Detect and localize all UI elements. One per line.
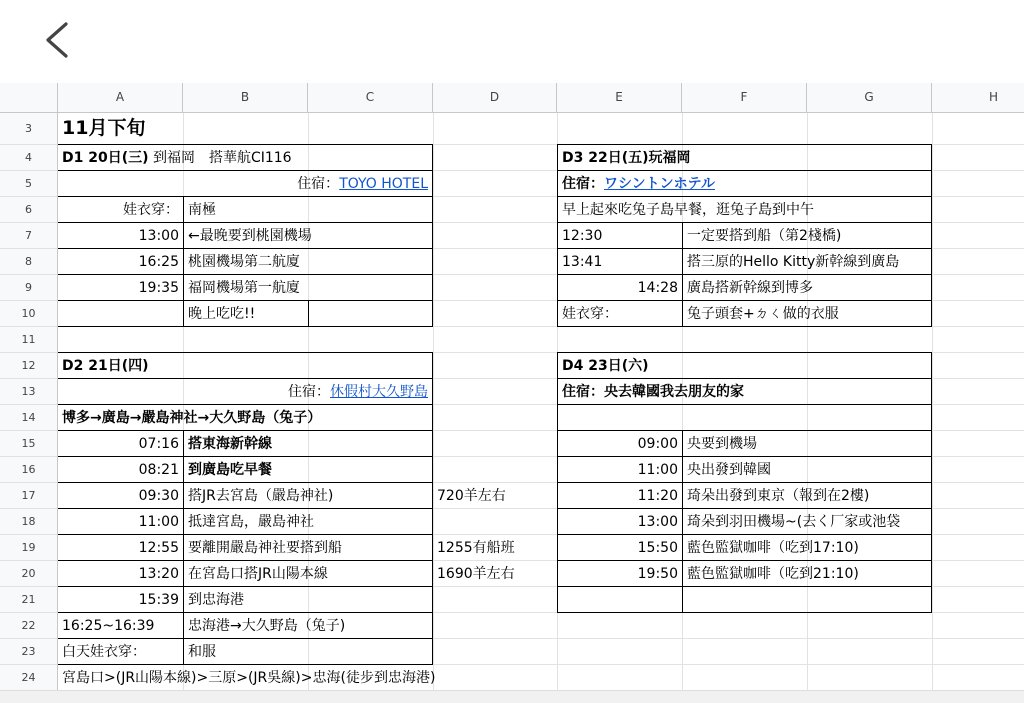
select-all-corner[interactable] (0, 83, 58, 113)
cell-a20[interactable]: 13:20 (138, 566, 179, 582)
row-header-13[interactable]: 13 (0, 379, 58, 405)
lodging-link[interactable]: 休假村大久野島 (330, 384, 428, 400)
cell-b9[interactable]: 福岡機場第一航廈 (188, 280, 300, 296)
cell-b15[interactable]: 搭東海新幹線 (188, 436, 272, 452)
cell-a19[interactable]: 12:55 (138, 540, 179, 556)
cell-b10[interactable]: 晚上吃吃!! (188, 306, 256, 322)
cell-border (931, 144, 932, 327)
row-header-21[interactable]: 21 (0, 587, 58, 613)
cell-e13[interactable]: 住宿：央去韓國我去朋友的家 (562, 384, 744, 400)
cell-a14[interactable]: 博多→廣島→嚴島神社→大久野島（兔子） (62, 410, 322, 426)
cell-b7[interactable]: ←最晚要到桃園機場 (188, 228, 312, 244)
cell-d19[interactable]: 1255有船班 (437, 540, 515, 556)
row-header-16[interactable]: 16 (0, 457, 58, 483)
cell-e15[interactable]: 09:00 (637, 436, 678, 452)
cell-f15[interactable]: 央要到機場 (687, 436, 757, 452)
cell-e10[interactable]: 娃衣穿： (562, 306, 618, 322)
cell-d20[interactable]: 1690羊左右 (437, 566, 515, 582)
cell-a16[interactable]: 08:21 (138, 462, 179, 478)
row-header-10[interactable]: 10 (0, 301, 58, 327)
row-header-3[interactable]: 3 (0, 113, 58, 145)
cell-f16[interactable]: 央出發到韓國 (687, 462, 771, 478)
cell-b21[interactable]: 到忠海港 (188, 592, 244, 608)
cell-c5[interactable] (58, 171, 432, 197)
row-header-8[interactable]: 8 (0, 249, 58, 275)
column-header-e[interactable]: E (557, 83, 682, 113)
day-note: 到福岡 搭華航CI116 (148, 150, 292, 166)
gridline (932, 113, 933, 702)
day-label-suffix: 日(四) (107, 358, 149, 374)
cell-a21[interactable]: 15:39 (138, 592, 179, 608)
cell-e8[interactable]: 13:41 (562, 254, 603, 270)
cell-border (308, 300, 309, 327)
lodging-label: 住宿： (288, 384, 330, 400)
day-label: D1 20日(三) (62, 150, 149, 166)
row-header-15[interactable]: 15 (0, 431, 58, 457)
chevron-left-icon[interactable] (40, 18, 76, 62)
row-header-4[interactable]: 4 (0, 145, 58, 171)
column-header-c[interactable]: C (308, 83, 433, 113)
cell-e18[interactable]: 13:00 (637, 514, 678, 530)
lodging-label: 住宿： (562, 176, 604, 192)
cell-e4[interactable]: D3 22日(五)玩福岡 (562, 150, 691, 166)
cell-a17[interactable]: 09:30 (138, 488, 179, 504)
row-header-7[interactable]: 7 (0, 223, 58, 249)
cell-a7[interactable]: 13:00 (138, 228, 179, 244)
lodging-label: 住宿： (297, 176, 340, 192)
cell-f20[interactable]: 藍色監獄咖啡（吃到21:10) (687, 566, 859, 582)
cell-a4[interactable] (58, 145, 432, 171)
column-header-d[interactable]: D (433, 83, 557, 113)
row-header-24[interactable]: 24 (0, 665, 58, 691)
cell-b16[interactable]: 到廣島吃早餐 (188, 462, 272, 478)
cell-border (432, 144, 433, 327)
row-header-23[interactable]: 23 (0, 639, 58, 665)
cell-f10[interactable]: 兔子頭套+ㄉㄑ做的衣服 (687, 306, 839, 322)
cell-b23[interactable]: 和服 (188, 644, 216, 660)
column-header-b[interactable]: B (183, 83, 308, 113)
gridline (433, 113, 434, 702)
row-header-18[interactable]: 18 (0, 509, 58, 535)
cell-b6[interactable]: 南極 (188, 202, 216, 218)
cell-a22[interactable]: 16:25~16:39 (62, 618, 155, 634)
cell-f19[interactable]: 藍色監獄咖啡（吃到17:10) (687, 540, 859, 556)
cell-a24[interactable]: 宮島口>(JR山陽本線)>三原>(JR吳線)>忠海(徒步到忠海港) (62, 670, 436, 686)
cell-e20[interactable]: 19:50 (637, 566, 678, 582)
cell-c13[interactable] (58, 379, 432, 405)
cell-a3-title[interactable]: 11月下旬 (62, 117, 146, 139)
cell-b8[interactable]: 桃園機場第二航廈 (188, 254, 300, 270)
row-header-5[interactable]: 5 (0, 171, 58, 197)
cell-a18[interactable]: 11:00 (138, 514, 179, 530)
cell-b19[interactable]: 要離開嚴島神社要搭到船 (188, 540, 342, 556)
cell-e5[interactable] (558, 171, 931, 197)
cell-a15[interactable]: 07:16 (138, 436, 179, 452)
cell-a6[interactable]: 娃衣穿： (123, 202, 179, 218)
cell-e12[interactable]: D4 23日(六) (562, 358, 649, 374)
cell-border (931, 352, 932, 613)
cell-b22[interactable]: 忠海港→大久野島（兔子) (188, 618, 346, 634)
row-header-11[interactable]: 11 (0, 327, 58, 353)
row-header-12[interactable]: 12 (0, 353, 58, 379)
row-header-20[interactable]: 20 (0, 561, 58, 587)
row-header-17[interactable]: 17 (0, 483, 58, 509)
cell-a9[interactable]: 19:35 (138, 280, 179, 296)
row-header-22[interactable]: 22 (0, 613, 58, 639)
cell-d17[interactable]: 720羊左右 (437, 488, 506, 504)
top-bar (0, 0, 1024, 83)
cell-a23[interactable]: 白天娃衣穿： (62, 644, 146, 660)
day-label: D2 21 (62, 358, 108, 374)
cell-border (557, 612, 932, 613)
lodging-link[interactable]: ワシントンホテル (604, 176, 715, 192)
cell-e7[interactable]: 12:30 (562, 228, 603, 244)
column-header-h[interactable]: H (932, 83, 1024, 113)
column-header-g[interactable]: G (807, 83, 932, 113)
spreadsheet[interactable] (0, 83, 1024, 702)
cell-a8[interactable]: 16:25 (138, 254, 179, 270)
cell-e19[interactable]: 15:50 (637, 540, 678, 556)
lodging-link[interactable]: TOYO HOTEL (339, 176, 428, 192)
cell-e6[interactable]: 早上起來吃兔子島早餐，逛兔子島到中午 (562, 202, 814, 218)
cell-e17[interactable]: 11:20 (637, 488, 678, 504)
cell-f18[interactable]: 琦朵到羽田機場~(去く厂家或池袋 (687, 514, 901, 530)
cell-b18[interactable]: 抵達宮島，嚴島神社 (188, 514, 314, 530)
cell-a12[interactable] (58, 353, 432, 379)
cell-f9[interactable]: 廣島搭新幹線到博多 (687, 280, 813, 296)
row-header-9[interactable]: 9 (0, 275, 58, 301)
cell-b17[interactable]: 搭JR去宮島（嚴島神社) (188, 488, 334, 504)
cell-e16[interactable]: 11:00 (637, 462, 678, 478)
row-header-19[interactable]: 19 (0, 535, 58, 561)
column-header-a[interactable]: A (58, 83, 183, 113)
column-header-f[interactable]: F (682, 83, 807, 113)
cell-f8[interactable]: 搭三原的Hello Kitty新幹線到廣島 (687, 254, 900, 270)
row-header-6[interactable]: 6 (0, 197, 58, 223)
cell-f7[interactable]: 一定要搭到船（第2棧橋) (687, 228, 842, 244)
cell-f17[interactable]: 琦朵出發到東京（報到在2樓) (687, 488, 870, 504)
cell-e9[interactable]: 14:28 (637, 280, 678, 296)
row-header-14[interactable]: 14 (0, 405, 58, 431)
cell-b20[interactable]: 在宮島口搭JR山陽本線 (188, 566, 328, 582)
horizontal-scrollbar[interactable] (0, 690, 1024, 703)
